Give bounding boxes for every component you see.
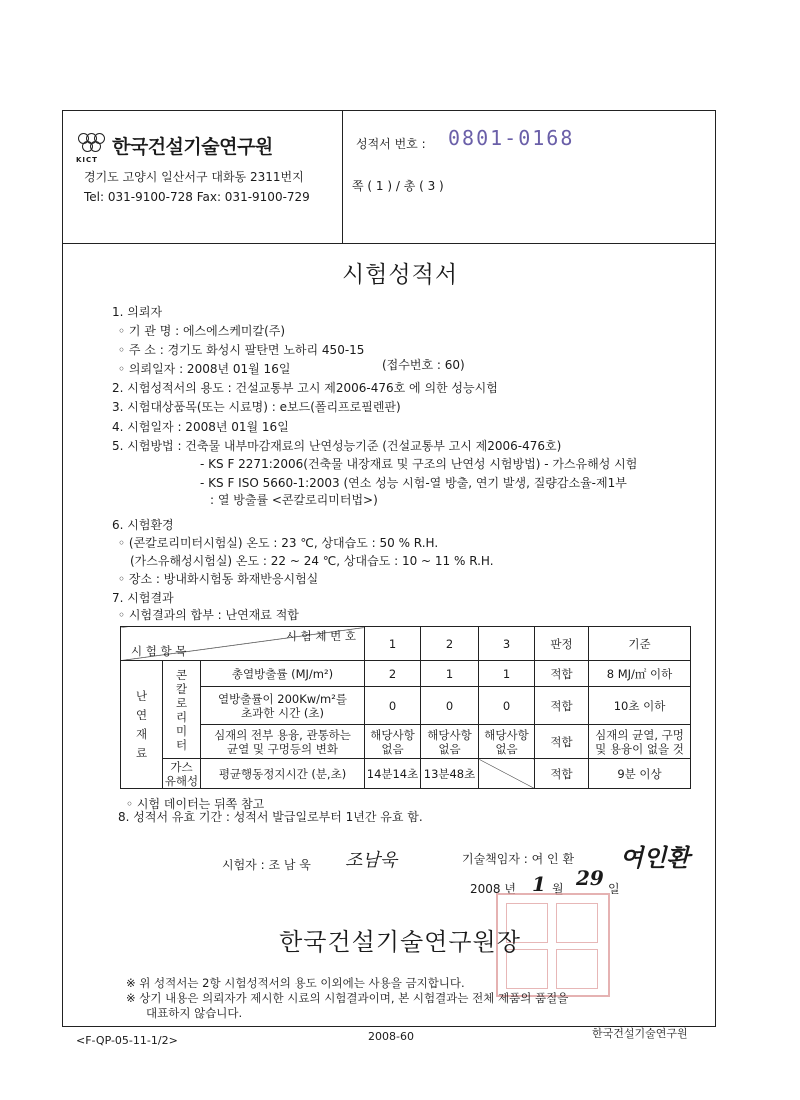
result-summary: ◦ 시험결과의 합부 : 난연재료 적합 bbox=[118, 608, 299, 622]
row3-judge: 적합 bbox=[535, 725, 589, 759]
header-column-divider bbox=[342, 110, 343, 243]
date-day-unit: 일 bbox=[608, 882, 620, 896]
table-row bbox=[121, 759, 691, 789]
section-7: 7. 시험결과 bbox=[112, 591, 174, 605]
category-main: 난 연 재 료 bbox=[121, 661, 163, 789]
row3-standard: 심재의 균열, 구멍 및 용융이 없을 것 bbox=[589, 725, 691, 759]
method-c: : 열 방출률 <콘칼로리미터법>) bbox=[210, 493, 378, 507]
results-table bbox=[120, 626, 691, 789]
section-2: 2. 시험성적서의 용도 : 건설교통부 고시 제2006-476호 에 의한 성능시험 bbox=[112, 381, 498, 395]
row1-v2: 1 bbox=[421, 661, 479, 687]
cert-no-label: 성적서 번호 : bbox=[356, 137, 426, 151]
row2-standard: 10초 이하 bbox=[589, 687, 691, 725]
row3-v2: 해당사항 없음 bbox=[421, 725, 479, 759]
issuer-title: 한국건설기술연구원장 bbox=[279, 928, 521, 956]
tester-signature: 조남욱 bbox=[345, 850, 398, 871]
section-8: 8. 성적서 유효 기간 : 성적서 발급일로부터 1년간 유효 함. bbox=[118, 810, 423, 824]
note-1: ※ 위 성적서는 2항 시험성적서의 용도 이외에는 사용을 금지합니다. bbox=[126, 976, 465, 990]
note-3: 대표하지 않습니다. bbox=[146, 1006, 243, 1020]
note-2: ※ 상기 내용은 의뢰자가 제시한 시료의 시험결과이며, 본 시험결과는 전체 제품의 품질을 bbox=[126, 991, 569, 1005]
header-judge: 판정 bbox=[535, 627, 589, 661]
section-3: 3. 시험대상품목(또는 시료명) : e보드(폴리프로필렌판) bbox=[112, 400, 401, 414]
org-tel-fax: Tel: 031-9100-728 Fax: 031-9100-729 bbox=[84, 190, 310, 204]
row3-v1: 해당사항 없음 bbox=[365, 725, 421, 759]
date-month: 1 bbox=[532, 872, 546, 896]
date-month-unit: 월 bbox=[552, 882, 564, 896]
client-org: ◦ 기 관 명 : 에스에스케미칼(주) bbox=[118, 324, 286, 338]
date-day: 29 bbox=[576, 866, 604, 890]
org-logo bbox=[78, 132, 273, 159]
row4-v1: 14분14초 bbox=[365, 759, 421, 789]
request-date: ◦ 의뢰일자 : 2008년 01월 16일 bbox=[118, 362, 291, 376]
client-address: ◦ 주 소 : 경기도 화성시 팔탄면 노하리 450-15 bbox=[118, 343, 365, 357]
row2-judge: 적합 bbox=[535, 687, 589, 725]
table-row bbox=[121, 725, 691, 759]
row4-v2: 13분48초 bbox=[421, 759, 479, 789]
header-specimen: 시 험 체 번 호 bbox=[285, 629, 356, 643]
footer-org: 한국건설기술연구원 bbox=[592, 1027, 688, 1040]
manager-label: 기술책임자 : 여 인 환 bbox=[462, 852, 575, 866]
header-n2: 2 bbox=[421, 627, 479, 661]
row1-v1: 2 bbox=[365, 661, 421, 687]
header-divider bbox=[62, 243, 716, 244]
header-n1: 1 bbox=[365, 627, 421, 661]
category-cone: 콘 칼 로 리 미 터 bbox=[163, 661, 201, 759]
doc-code: 2008-60 bbox=[368, 1030, 414, 1043]
section-6: 6. 시험환경 bbox=[112, 518, 174, 532]
kict-logo-icon bbox=[78, 133, 104, 159]
env-cone: ◦ (콘칼로리미터시험실) 온도 : 23 ℃, 상대습도 : 50 % R.H. bbox=[118, 536, 439, 550]
row4-standard: 9분 이상 bbox=[589, 759, 691, 789]
document-title: 시험성적서 bbox=[341, 262, 459, 288]
env-place: ◦ 장소 : 방내화시험동 화재반응시험실 bbox=[118, 572, 319, 586]
table-header-row bbox=[121, 627, 691, 661]
logo-text: KICT bbox=[76, 156, 98, 164]
row2-item: 열방출률이 200Kw/m²를 초과한 시간 (초) bbox=[201, 687, 365, 725]
table-row bbox=[121, 661, 691, 687]
row2-v3: 0 bbox=[479, 687, 535, 725]
header-standard: 기준 bbox=[589, 627, 691, 661]
header-n3: 3 bbox=[479, 627, 535, 661]
manager-signature: 여인환 bbox=[620, 843, 690, 872]
row3-item: 심재의 전부 용융, 관통하는 균열 및 구멍등의 변화 bbox=[201, 725, 365, 759]
table-row bbox=[121, 687, 691, 725]
tester-label: 시험자 : 조 남 욱 bbox=[222, 858, 311, 872]
env-gas: (가스유해성시험실) 온도 : 22 ~ 24 ℃, 상대습도 : 10 ~ 11 % R.H. bbox=[130, 554, 494, 568]
category-gas: 가스 유해성 bbox=[163, 759, 201, 789]
section-4: 4. 시험일자 : 2008년 01월 16일 bbox=[112, 420, 289, 434]
section-5: 5. 시험방법 : 건축물 내부마감재료의 난연성능기준 (건설교통부 고시 제2006-476호) bbox=[112, 439, 562, 453]
row4-judge: 적합 bbox=[535, 759, 589, 789]
method-b: - KS F ISO 5660-1:2003 (연소 성능 시험-열 방출, 연기 발생, 질량감소율-제1부 bbox=[200, 476, 627, 490]
row2-v2: 0 bbox=[421, 687, 479, 725]
header-diagonal-cell bbox=[121, 627, 365, 661]
org-address: 경기도 고양시 일산서구 대화동 2311번지 bbox=[84, 170, 304, 184]
section-1: 1. 의뢰자 bbox=[112, 305, 163, 319]
org-name: 한국건설기술연구원 bbox=[112, 136, 273, 158]
row1-standard: 8 MJ/㎡ 이하 bbox=[589, 661, 691, 687]
method-a: - KS F 2271:2006(건축물 내장재료 및 구조의 난연성 시험방법) - 가스유해성 시험 bbox=[200, 457, 638, 471]
row4-item: 평균행동정지시간 (분,초) bbox=[201, 759, 365, 789]
row3-v3: 해당사항 없음 bbox=[479, 725, 535, 759]
receipt-no: (접수번호 : 60) bbox=[382, 358, 465, 372]
data-note: ◦ 시험 데이터는 뒤쪽 참고 bbox=[126, 797, 265, 811]
date-year: 2008 년 bbox=[470, 882, 516, 896]
row2-v1: 0 bbox=[365, 687, 421, 725]
form-code: <F-QP-05-11-1/2> bbox=[76, 1034, 178, 1047]
row4-v3-empty bbox=[479, 759, 535, 789]
row1-v3: 1 bbox=[479, 661, 535, 687]
page-count: 쪽 ( 1 ) / 총 ( 3 ) bbox=[352, 179, 444, 193]
cert-no: 0801-0168 bbox=[448, 126, 575, 150]
row1-item: 총열방출률 (MJ/m²) bbox=[201, 661, 365, 687]
header-item: 시 험 항 목 bbox=[131, 644, 187, 658]
row1-judge: 적합 bbox=[535, 661, 589, 687]
